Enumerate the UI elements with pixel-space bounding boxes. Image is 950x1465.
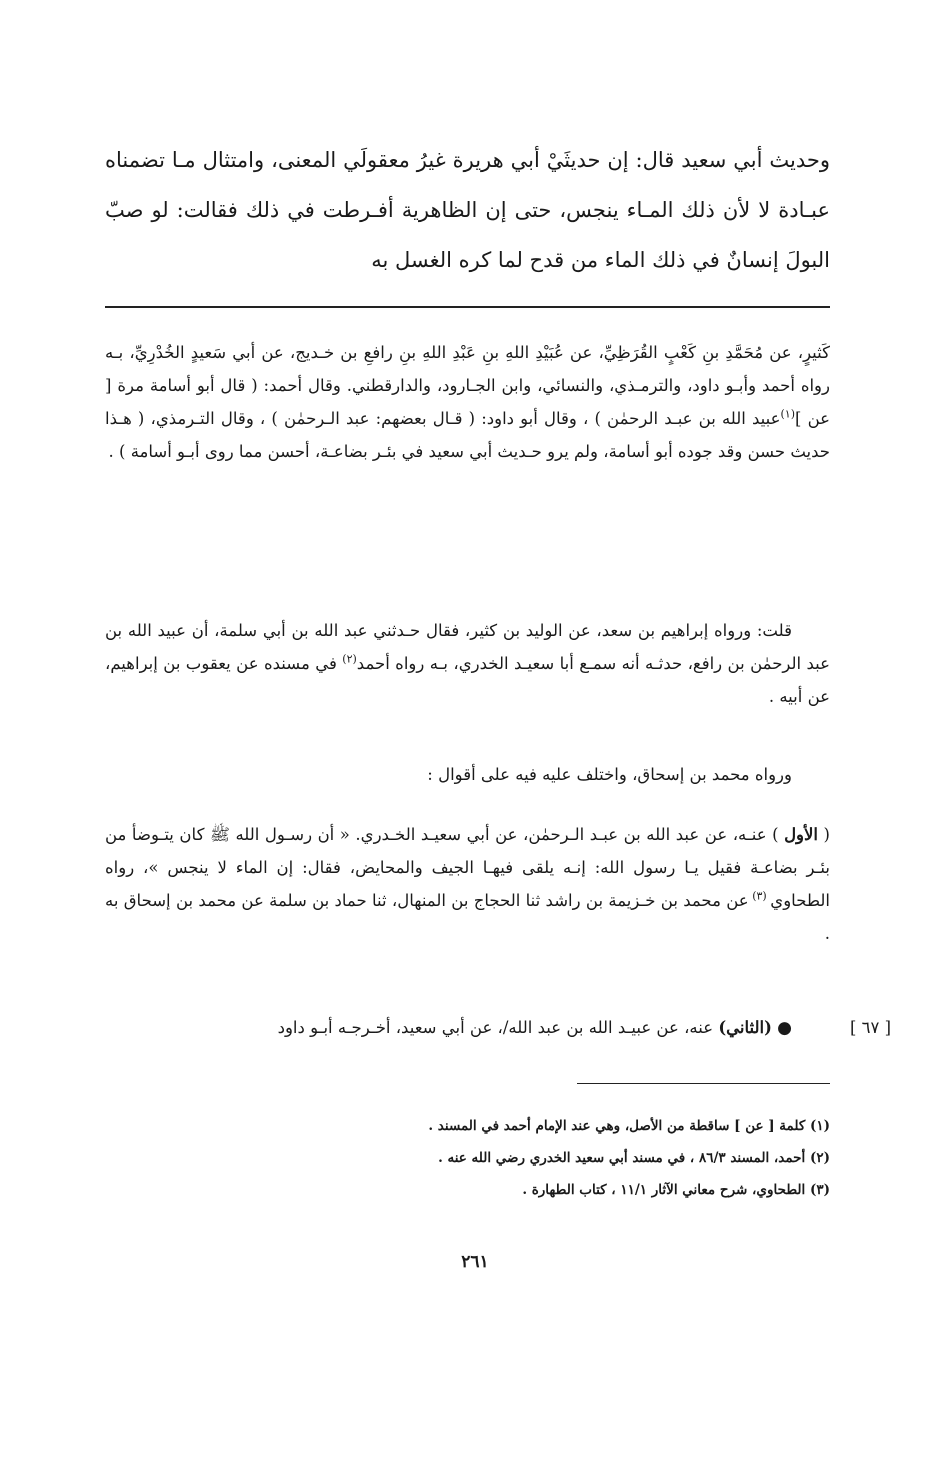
- footnote-1: [300, 1110, 830, 1142]
- main-paragraph: وحديث أبي سعيد قال: إن حديثَيْ أبي هريرة غيرُ معقولَي المعنى، وامتثال مـا تضمناه عبـادة لا لأن ذلك المـاء ينجس، حتى إن الظاهرية أفـرطت في ذلك فقالت: لو صبّ البولَ إنسانٌ في ذلك الماء من قدح لما كره الغسل به: [105, 148, 830, 272]
- footnote-prefix: أحمد،: [769, 1150, 810, 1166]
- footnote-separator: [577, 1083, 830, 1084]
- qult-text-1: قلت: ورواه إبراهيم بن سعد، عن الوليد بن كثير، فقال حـدثني عبد الله بن أبي سلمة، أن عبيد الله بن عبد الرحمٰن بن رافع، حدثـه أنه سمـع أبا سعيـد الخدري، بـه رواه أحمد: [105, 621, 830, 673]
- thani-paragraph: [105, 1011, 830, 1045]
- margin-page-marker: [ ٦٧ ]: [849, 1018, 892, 1037]
- footnote-source-title: شرح معاني الآثار: [651, 1182, 748, 1198]
- awwal-label: الأول: [784, 825, 819, 844]
- footnote-number: (٣): [809, 1182, 830, 1198]
- qult-text-2: في مسنده عن يعقوب بن إبراهيم، عن أبيه .: [105, 654, 830, 706]
- thani-text: عنه، عن عبيـد الله بن عبد الله/، عن أبي سعيد، أخـرجـه أبـو داود: [277, 1018, 719, 1037]
- thani-block: [105, 1011, 830, 1045]
- rawah-block: [105, 758, 830, 791]
- awwal-open-paren: (: [818, 825, 830, 844]
- awwal-text-1: ) عنـه، عن عبد الله بن عبـد الـرحمٰن، عن أبي سعيـد الخـدري. « أن رسـول الله ﷺ كان يتـوضأ من بئـر بضاعـة فقيل يـا رسول الله: إنـه يلقى فيهـا الجيف والمحايض، فقال: إن الماء لا ينجس »، رواه الطحاوي: [105, 825, 830, 910]
- footnote-text: ٨٦/٣ ، في مسند أبي سعيد الخدري رضي الله عنه .: [438, 1150, 731, 1166]
- footnote-prefix: الطحاوي،: [747, 1182, 810, 1198]
- footnote-2: [300, 1142, 830, 1174]
- footnote-text: كلمة [ عن ] ساقطة من الأصل، وهي عند الإمام أحمد في المسند .: [428, 1118, 810, 1134]
- footnote-number: (٢): [809, 1150, 830, 1166]
- separator-line: [105, 306, 830, 308]
- footnote-number: (١): [809, 1118, 830, 1134]
- footnote-3: [300, 1174, 830, 1206]
- main-text-block: [105, 135, 830, 285]
- commentary-paragraph: [105, 336, 830, 468]
- footnote-text: ١١/١ ، كتاب الطهارة .: [522, 1182, 652, 1198]
- thani-label: (الثاني): [718, 1018, 772, 1037]
- footnote-source-title: المسند: [730, 1150, 770, 1166]
- awwal-paragraph: [105, 818, 830, 950]
- qult-block: [105, 614, 830, 713]
- commentary-block: [105, 336, 830, 468]
- rawah-paragraph: ورواه محمد بن إسحاق، واختلف عليه فيه على أقوال :: [427, 765, 792, 784]
- awwal-block: [105, 818, 830, 950]
- awwal-text-2: عن محمد بن خـزيمة بن راشد ثنا الحجاج بن المنهال، ثنا حماد بن سلمة عن محمد بن إسحاق به .: [105, 891, 830, 943]
- footnotes: [300, 1110, 830, 1206]
- commentary-text-1: كَثيرٍ، عن مُحَمَّدِ بنِ كَعْبٍ القُرَظِيِّ، عن عُبَيْدِ اللهِ بنِ عَبْدِ اللهِ بنِ رافعِ بن خـديج، عن أبي سَعيدٍ الخُدْرِيِّ، بـه رواه أحمد وأبـو داود، والترمـذي، والنسائي، وابن الجـارود، والدارقطني. وقال أحمد: ( قال أبو أسامة مرة [ عن ]: [105, 343, 831, 428]
- footnote-ref-1: (١): [780, 407, 796, 421]
- footnote-ref-2: (٢): [342, 652, 357, 666]
- commentary-text-2: عبيد الله بن عبـد الرحمٰن ) ، وقال أبو داود: ( قـال بعضهم: عبد الـرحمٰن ) ، وقال التـرمذي، ( هـذا حديث حسن وقد جوده أبو أسامة، ولم يرو حـديث أبي سعيد في بئـر بضاعـة، أحسن مما روى أبـو أسامة ) .: [105, 409, 830, 461]
- footnote-ref-3: (٣): [748, 889, 771, 903]
- page-number: ٢٦١: [461, 1252, 489, 1272]
- bullet-icon: ●: [777, 1018, 792, 1038]
- qult-paragraph: [105, 614, 830, 713]
